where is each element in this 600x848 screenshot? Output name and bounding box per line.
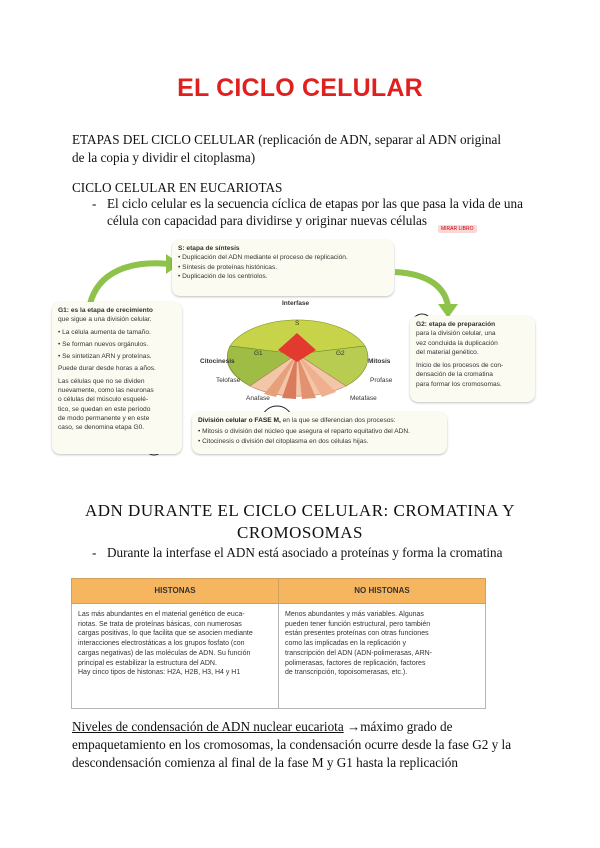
label-metafase: Metafase [350, 395, 377, 402]
histonas-line-7: Hay cinco tipos de histonas: H2A, H2B, H3, H4 y H1 [78, 669, 241, 677]
histonas-line-3: cargas positivas, lo que facilita que se asocien mediante [78, 630, 253, 638]
m-box-item-1: • Mitosis o división del núcleo que asegura el reparto equitativo del ADN. [198, 428, 410, 436]
histonas-line-6: principal es estabilizar la estructura del ADN. [78, 659, 217, 667]
m-box-title: División celular o FASE M, [198, 417, 281, 424]
etapas-heading: ETAPAS DEL CICLO CELULAR [72, 132, 255, 147]
histonas-line-4: interacciones electrostáticas a los grupos fosfato (con [78, 640, 245, 648]
label-g2: G2 [336, 350, 345, 357]
g2-box-line-3: del material genético. [416, 348, 479, 356]
s-box [172, 240, 394, 296]
niveles-rest-1: →máximo grado de [343, 719, 453, 734]
no-histonas-line-5: transcripción del ADN (ADN-polimerasas, ARN- [285, 649, 433, 657]
label-mitosis: Mitosis [368, 358, 391, 365]
histonas-line-2: riotas. Se trata de proteínas básicas, con numerosas [78, 620, 242, 628]
g1-box-item-2: • Se forman nuevos orgánulos. [58, 340, 149, 348]
arrow-g1-to-s [90, 263, 170, 304]
label-citocinesis: Citocinesis [200, 358, 235, 365]
histonas-line-5: cargas negativas) de las moléculas de ADN. Su función [78, 649, 251, 657]
label-telofase: Telofase [216, 377, 241, 384]
adn-line: Durante la interfase el ADN está asociado a proteínas y forma la cromatina [107, 545, 503, 560]
g2-box-line-4: Inicio de los procesos de con- [416, 362, 504, 370]
label-interfase: Interfase [282, 300, 310, 307]
cell-histonas [72, 604, 279, 709]
g1-box-title: G1: es la etapa de crecimiento [58, 307, 153, 314]
g2-box [410, 316, 535, 402]
no-histonas-line-6: polimerasas, factores de replicación, factores [285, 659, 426, 667]
etapas-paragraph [72, 131, 542, 167]
eucariotas-heading: CICLO CELULAR EN EUCARIOTAS [72, 180, 283, 195]
table-header-row [72, 579, 486, 604]
label-g1: G1 [254, 350, 263, 357]
adn-heading-line-1: ADN DURANTE EL CICLO CELULAR: CROMATINA Y [84, 501, 516, 520]
no-histonas-line-1: Menos abundantes y más variables. Algunas [285, 611, 424, 618]
histonas-table [71, 578, 486, 709]
niveles-line-2: empaquetamiento en los cromosomas, la condensación ocurre desde la fase G2 y la [72, 737, 512, 752]
g1-box-extra-1: Puede durar desde horas a años. [58, 365, 156, 373]
etapas-desc: (replicación de ADN, separar al ADN original [258, 132, 502, 147]
histonas-line-1: Las más abundantes en el material genético de euca- [78, 611, 245, 618]
m-box [192, 412, 447, 454]
g1-box [52, 302, 182, 454]
g1-box-extra-2-line-4: tico, se quedan en este período [58, 405, 151, 413]
g1-box-item-1: • La célula aumenta de tamaño. [58, 328, 151, 336]
eucariotas-line-2: célula con capacidad para dividirse y originar nuevas células [107, 213, 428, 228]
niveles-paragraph [72, 718, 542, 772]
mirar-libro-link[interactable] [438, 217, 477, 235]
niveles-underlined: Niveles de condensación de ADN nuclear eucariota [72, 719, 344, 734]
cell-no-histonas [279, 604, 486, 709]
header-histonas: HISTONAS [72, 579, 279, 604]
label-profase: Profase [370, 377, 393, 384]
g1-box-extra-2-line-5: de modo permanente y en este [58, 414, 150, 422]
bullet-dash: - [92, 196, 97, 211]
g1-box-item-3: • Se sintetizan ARN y proteínas. [58, 353, 152, 361]
g2-box-line-2: vez concluida la duplicación [416, 339, 498, 347]
g2-box-title: G2: etapa de preparación [416, 321, 496, 328]
arrow-s-to-g2 [395, 272, 448, 306]
page-title: EL CICLO CELULAR [177, 74, 423, 102]
no-histonas-line-4: como las implicadas en la replicación y [285, 640, 406, 648]
adn-heading-line-2: CROMOSOMAS [237, 523, 363, 542]
label-anafase: Anafase [246, 395, 270, 402]
eucariotas-line-1: El ciclo celular es la secuencia cíclica de etapas por las que pasa la vida de una [107, 196, 523, 211]
g2-box-line-1: para la división celular, una [416, 330, 496, 338]
s-box-item-3: • Duplicación de los centriolos. [178, 272, 268, 280]
niveles-line-3: descondensación comienza al final de la fase M y G1 hasta la replicación [72, 755, 458, 770]
table-row [72, 604, 486, 709]
g1-box-title-2: que sigue a una división celular. [58, 316, 152, 324]
s-box-item-2: • Síntesis de proteínas histónicas. [178, 263, 278, 271]
g2-box-line-5: densación de la cromatina [416, 371, 493, 379]
label-s: S [295, 320, 300, 327]
etapas-desc-2: de la copia y dividir el citoplasma) [72, 150, 256, 165]
s-box-item-1: • Duplicación del ADN mediante el proceso de replicación. [178, 254, 348, 262]
cell-cycle-diagram [50, 236, 550, 458]
g1-box-extra-2-line-2: nuevamente, como las neuronas [58, 387, 154, 395]
no-histonas-line-2: pueden tener función estructural, pero también [285, 620, 431, 628]
header-no-histonas: NO HISTONAS [279, 579, 486, 604]
mirar-libro-label: MIRAR LIBRO [438, 225, 477, 233]
g1-box-extra-2-line-6: caso, se denomina etapa G0. [58, 424, 145, 432]
no-histonas-line-3: están presentes proteínas con otras funciones [285, 630, 429, 638]
no-histonas-line-7: de transcripción, topoisomerasas, etc.). [285, 669, 408, 677]
g1-box-extra-2-line-3: o células del músculo esquelé- [58, 396, 149, 404]
g1-box-extra-2-line-1: Las células que no se dividen [58, 377, 145, 385]
m-box-item-2: • Citocinesis o división del citoplasma en dos células hijas. [198, 437, 369, 445]
s-box-title: S: etapa de síntesis [178, 245, 240, 252]
m-box-title-rest: en la que se diferencian dos procesos: [280, 417, 396, 424]
g2-box-line-6: para formar los cromosomas. [416, 380, 502, 388]
adn-bullet-dash: - [92, 545, 97, 560]
